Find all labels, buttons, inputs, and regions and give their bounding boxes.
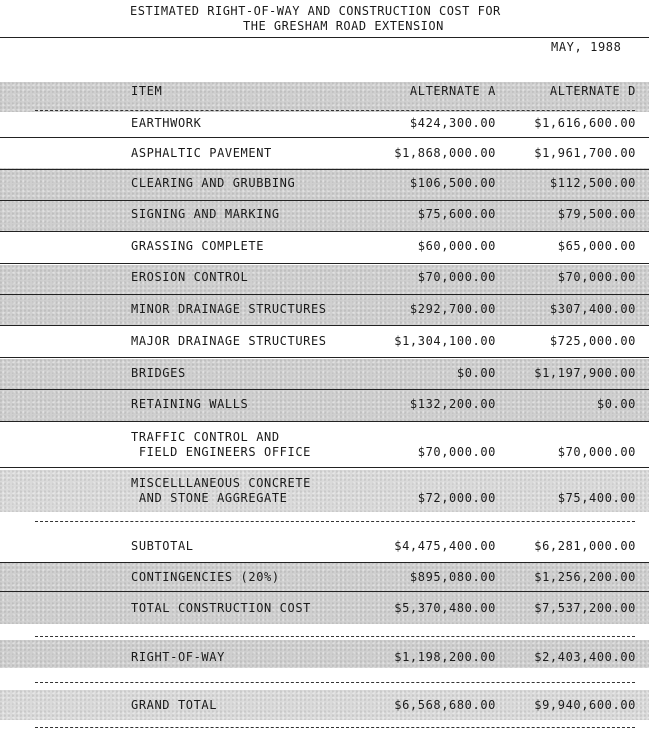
row-alternate-d-value: $75,400.00 xyxy=(557,491,636,505)
row-alternate-d-value: $112,500.00 xyxy=(549,176,636,190)
totals-alternate-d-value: $1,256,200.00 xyxy=(534,570,636,584)
row-item-label: MAJOR DRAINAGE STRUCTURES xyxy=(131,334,327,348)
row-rule xyxy=(0,357,649,358)
row-rule xyxy=(0,169,649,170)
totals-alternate-a-value: $5,370,480.00 xyxy=(394,601,496,615)
row-rule xyxy=(0,200,649,201)
row-item-label: MINOR DRAINAGE STRUCTURES xyxy=(131,302,327,316)
row-alternate-a-value: $292,700.00 xyxy=(409,302,496,316)
totals-rule xyxy=(0,562,649,563)
totals-alternate-a-value: $6,568,680.00 xyxy=(394,698,496,712)
row-item-label: BRIDGES xyxy=(131,366,186,380)
document-date: MAY, 1988 xyxy=(551,40,622,54)
header-alternate-d: ALTERNATE D xyxy=(549,84,636,98)
row-alternate-d-value: $79,500.00 xyxy=(557,207,636,221)
totals-alternate-d-value: $2,403,400.00 xyxy=(534,650,636,664)
row-item-label-continued: AND STONE AGGREGATE xyxy=(131,491,288,505)
header-dashed-rule xyxy=(35,110,635,111)
row-item-label: SIGNING AND MARKING xyxy=(131,207,280,221)
totals-alternate-a-value: $1,198,200.00 xyxy=(394,650,496,664)
totals-item-label: RIGHT-OF-WAY xyxy=(131,650,225,664)
totals-rule xyxy=(0,591,649,592)
row-item-label-continued: FIELD ENGINEERS OFFICE xyxy=(131,445,311,459)
row-alternate-a-value: $106,500.00 xyxy=(409,176,496,190)
row-alternate-d-value: $1,616,600.00 xyxy=(534,116,636,130)
totals-alternate-d-value: $9,940,600.00 xyxy=(534,698,636,712)
dashed-rule xyxy=(35,682,635,683)
row-alternate-a-value: $1,304,100.00 xyxy=(394,334,496,348)
row-rule xyxy=(0,325,649,326)
totals-item-label: CONTINGENCIES (20%) xyxy=(131,570,280,584)
row-rule xyxy=(0,294,649,295)
title-rule xyxy=(0,37,649,38)
row-item-label: EARTHWORK xyxy=(131,116,202,130)
row-alternate-d-value: $65,000.00 xyxy=(557,239,636,253)
header-item: ITEM xyxy=(131,84,163,98)
row-alternate-a-value: $0.00 xyxy=(456,366,496,380)
dashed-rule xyxy=(35,727,635,728)
row-alternate-a-value: $132,200.00 xyxy=(409,397,496,411)
row-item-label: TRAFFIC CONTROL AND xyxy=(131,430,280,444)
row-alternate-d-value: $1,197,900.00 xyxy=(534,366,636,380)
row-alternate-d-value: $307,400.00 xyxy=(549,302,636,316)
totals-item-label: GRAND TOTAL xyxy=(131,698,218,712)
totals-item-label: TOTAL CONSTRUCTION COST xyxy=(131,601,311,615)
row-alternate-d-value: $70,000.00 xyxy=(557,270,636,284)
row-alternate-a-value: $1,868,000.00 xyxy=(394,146,496,160)
row-rule xyxy=(0,389,649,390)
row-alternate-a-value: $60,000.00 xyxy=(417,239,496,253)
row-item-label: MISCELLLANEOUS CONCRETE xyxy=(131,476,311,490)
row-item-label: ASPHALTIC PAVEMENT xyxy=(131,146,272,160)
row-rule xyxy=(0,263,649,264)
row-alternate-a-value: $75,600.00 xyxy=(417,207,496,221)
row-alternate-d-value: $1,961,700.00 xyxy=(534,146,636,160)
dashed-rule xyxy=(35,636,635,637)
header-alternate-a: ALTERNATE A xyxy=(409,84,496,98)
row-alternate-d-value: $725,000.00 xyxy=(549,334,636,348)
row-item-label: GRASSING COMPLETE xyxy=(131,239,265,253)
row-item-label: EROSION CONTROL xyxy=(131,270,249,284)
row-alternate-a-value: $424,300.00 xyxy=(409,116,496,130)
totals-alternate-a-value: $895,080.00 xyxy=(409,570,496,584)
row-alternate-d-value: $70,000.00 xyxy=(557,445,636,459)
row-rule xyxy=(0,467,649,468)
row-alternate-a-value: $72,000.00 xyxy=(417,491,496,505)
totals-item-label: SUBTOTAL xyxy=(131,539,194,553)
row-rule xyxy=(0,231,649,232)
totals-alternate-d-value: $7,537,200.00 xyxy=(534,601,636,615)
row-rule xyxy=(0,421,649,422)
totals-alternate-d-value: $6,281,000.00 xyxy=(534,539,636,553)
totals-alternate-a-value: $4,475,400.00 xyxy=(394,539,496,553)
totals-dashed-rule xyxy=(35,521,635,522)
row-item-label: CLEARING AND GRUBBING xyxy=(131,176,296,190)
row-rule xyxy=(0,137,649,138)
row-alternate-a-value: $70,000.00 xyxy=(417,445,496,459)
document-title: ESTIMATED RIGHT-OF-WAY AND CONSTRUCTION COST FOR xyxy=(130,4,501,18)
row-item-label: RETAINING WALLS xyxy=(131,397,249,411)
row-alternate-d-value: $0.00 xyxy=(596,397,636,411)
document-subtitle: THE GRESHAM ROAD EXTENSION xyxy=(243,19,444,33)
row-alternate-a-value: $70,000.00 xyxy=(417,270,496,284)
